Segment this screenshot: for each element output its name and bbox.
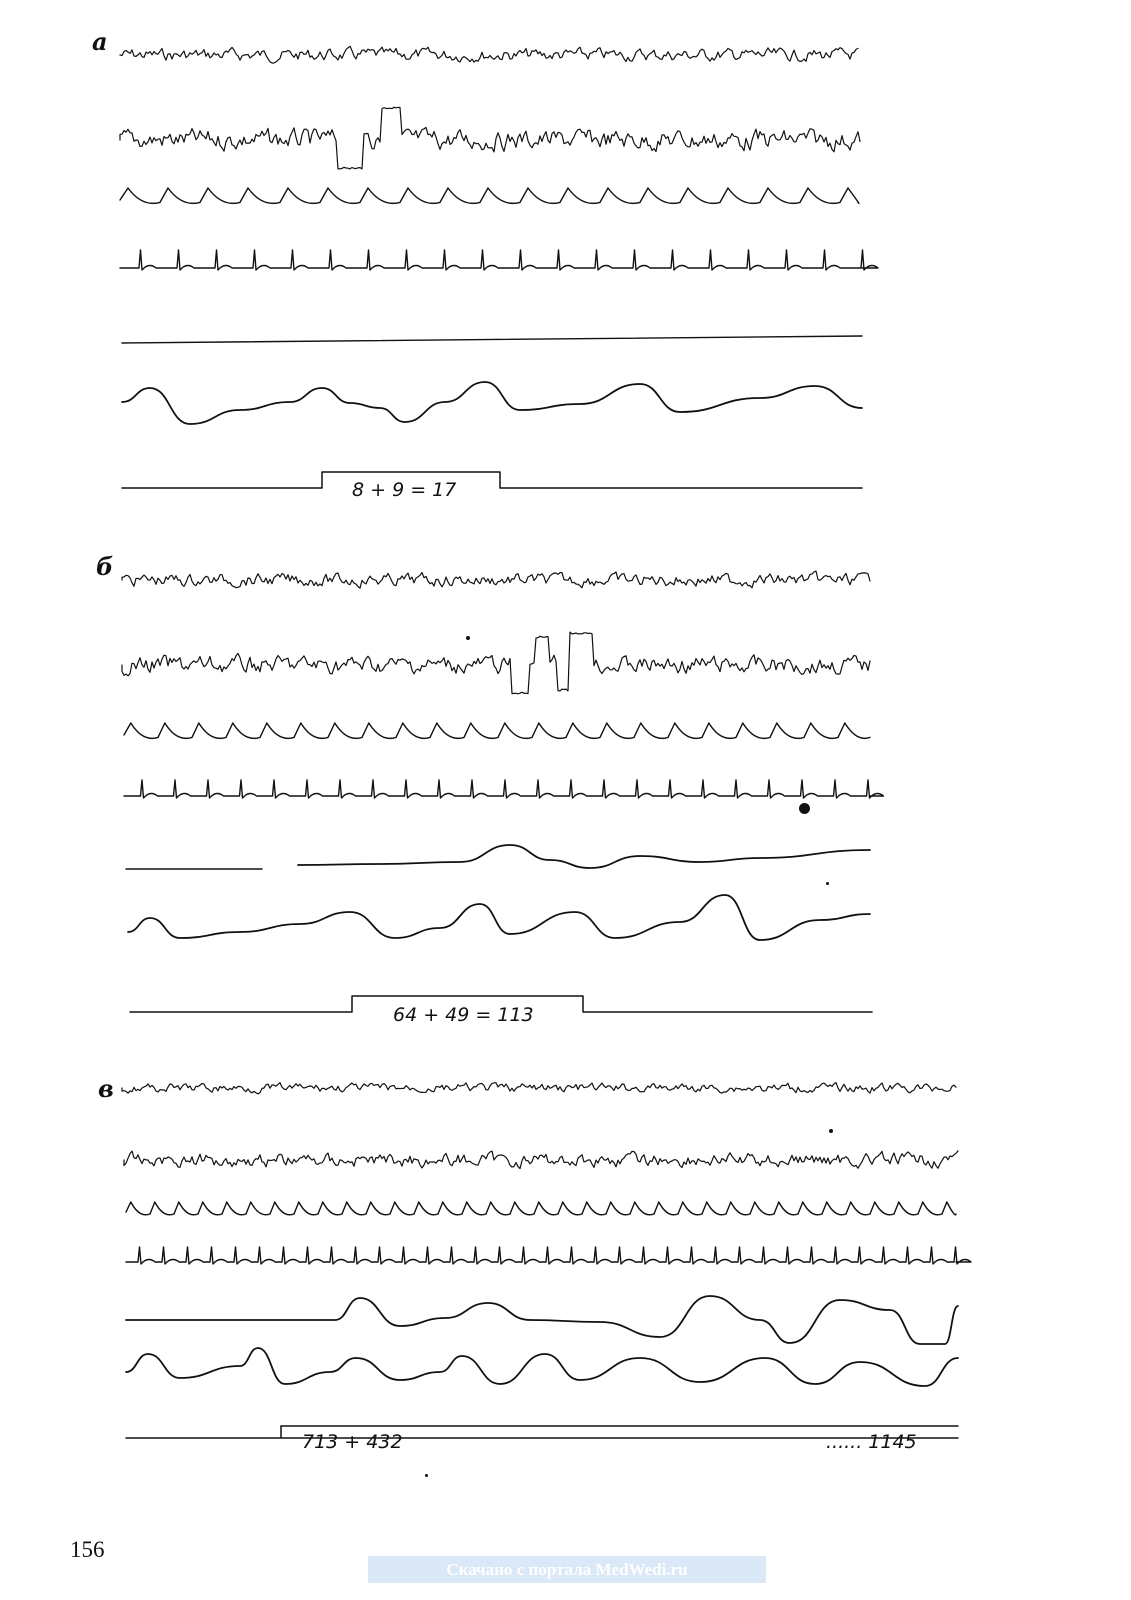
eeg-trace-2 — [122, 632, 870, 694]
ecg-trace — [120, 250, 878, 270]
slow-wave-trace — [122, 382, 862, 424]
ink-blot — [799, 803, 810, 814]
panel-b-label: б — [96, 552, 114, 581]
panel-v-label: в — [98, 1074, 114, 1103]
respiration-trace — [124, 723, 870, 738]
eeg-trace-1 — [122, 571, 870, 588]
eeg-trace-2 — [120, 107, 860, 169]
stimulus-marker-a — [122, 472, 862, 488]
eeg-trace-2 — [124, 1151, 958, 1169]
ink-speck — [829, 1129, 833, 1133]
ecg-trace — [126, 1247, 971, 1264]
ecg-trace — [124, 780, 884, 798]
respiration-trace — [120, 188, 859, 203]
slow-wave-trace — [126, 1348, 958, 1386]
slow-wave-trace — [128, 895, 870, 940]
panel-v-formula: 713 + 432 — [302, 1431, 403, 1453]
ink-speck — [466, 636, 470, 640]
baseline-trace — [298, 845, 870, 868]
panel-b-formula: 64 + 49 = 113 — [393, 1004, 534, 1026]
ink-speck — [826, 882, 829, 885]
panel-a-label: а — [92, 27, 108, 56]
download-watermark: Скачано с портала MedWedi.ru — [368, 1556, 766, 1583]
page-number: 156 — [70, 1537, 105, 1562]
ink-speck — [425, 1474, 428, 1477]
eeg-trace-1 — [122, 1083, 956, 1094]
baseline-trace — [122, 336, 862, 343]
panel-a-formula: 8 + 9 = 17 — [352, 479, 457, 501]
respiration-trace — [126, 1202, 956, 1215]
eeg-trace-1 — [120, 46, 858, 63]
panel-v-total: ...... 1145 — [826, 1431, 917, 1453]
slow-wave-trace — [126, 1296, 958, 1344]
